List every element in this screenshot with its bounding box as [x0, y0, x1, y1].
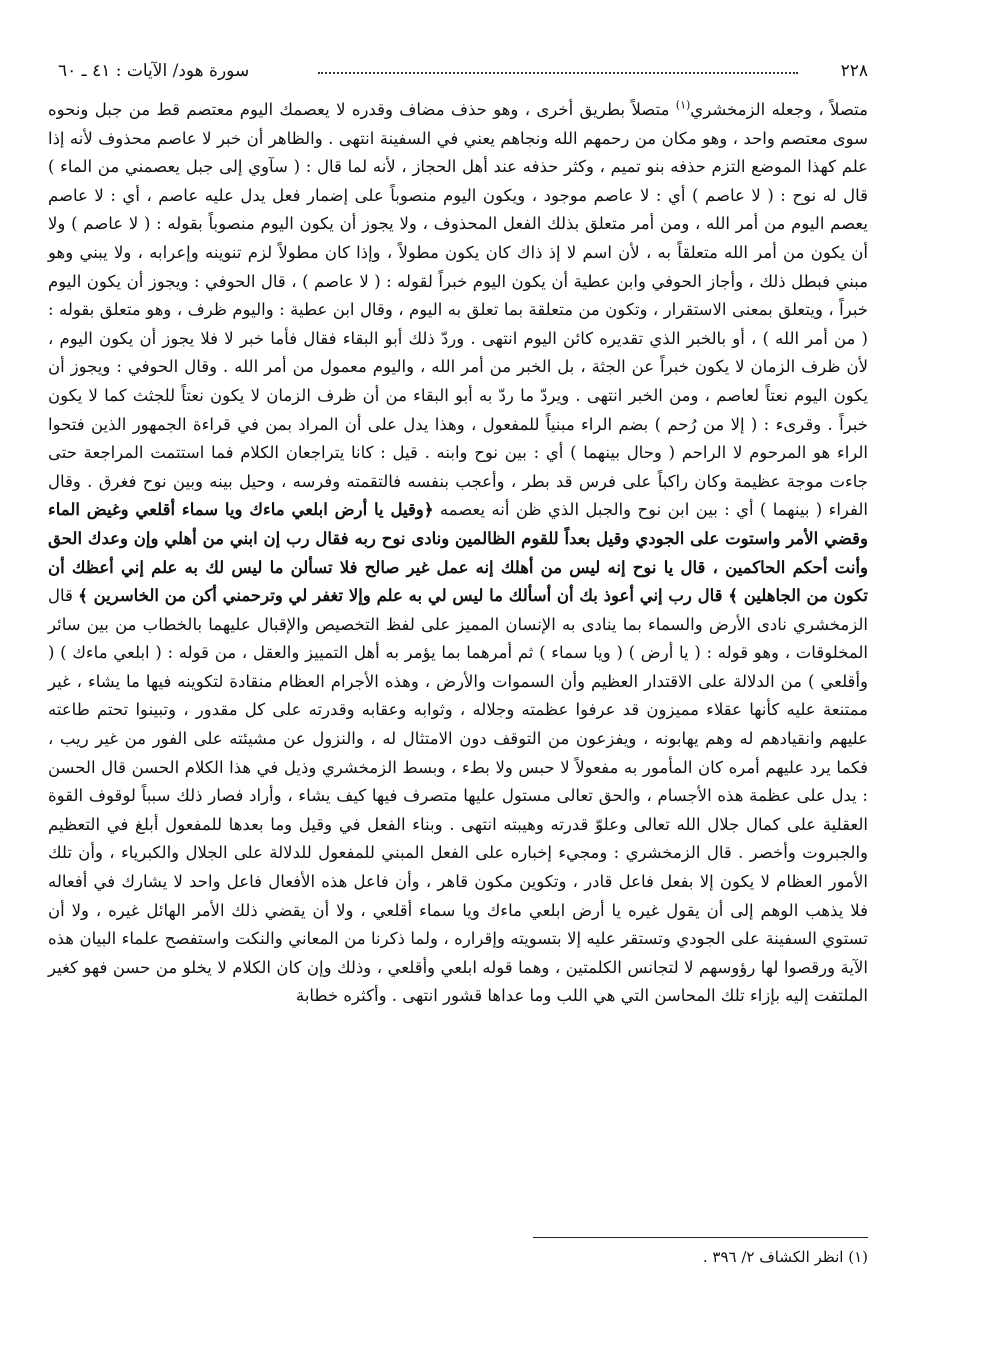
commentary-text-continued: قال الزمخشري نادى الأرض والسماء بما ينادى به الإنسان المميز على لفظ التخصيص والإقبال عليهما بالخطاب من بين سائر المخلوقات ، وهو قوله : ( يا أرض ) ( ويا سماء ) ثم أمرهما بما يؤمر به أهل التمييز والعقل ، من قوله : ( ابلعي ماءك ) ( وأقلعي ) من الدلالة على الاقتدار العظيم وأن السموات والأرض ، وهذه الأجرام العظام منقادة لتكوينه فيها ما يشاء ، غير ممتنعة عليه كأنها عقلاء مميزون قد عرفوا عظمته وجلاله ، وثوابه وعقابه وقدرته على كل مقدور ، وتبينوا تحتم طاعته عليهم وانقيادهم له وهم يهابونه ، ويفزعون من التوقف دون الامتثال له ، والنزول عن مشيئته على الفور من غير ريب ، فكما يرد عليهم أمره كان المأمور به مفعولاً لا حبس ولا بطء ، وبسط الزمخشري وذيل في هذا الكلام الحسن قال الحسن : يدل على عظمة هذه الأجسام ، والحق تعالى مستول عليها متصرف فيها كيف يشاء ، وأراد فصار ذلك سبباً لوقوف القوة العقلية على كمال جلال الله تعالى وعلوّ قدرته وهيبته انتهى . وبناء الفعل في وقيل وما بعدها للمفعول أبلغ في التعظيم والجبروت وأخصر . قال الزمخشري : ومجيء إخباره على الفعل المبني للمفعول للدلالة على الجلال والكبرياء ، وأن تلك الأمور العظام لا يكون إلا بفعل فاعل قادر ، وتكوين مكون قاهر ، وأن فاعل هذه الأفعال فاعل واحد لا يشارك في أفعاله فلا يذهب الوهم إلى أن يقول غيره يا أرض ابلعي ماءك ويا سماء أقلعي ، ولا أن يقضي ذلك الأمر الهائل غيره ، ولا أن تستوي السفينة على الجودي وتستقر عليه إلا بتسويته وإقراره ، ولما ذكرنا من المعاني والنكت واستفصح علماء البيان هذه الآية ورقصوا لها رؤوسهم لا لتجانس الكلمتين ، وهما قوله ابلعي وأقلعي ، وذلك وإن كان الكلام لا يخلو من حسن فهو كغير الملتفت إليه بإزاء تلك المحاسن التي هي اللب وما عداها قشور انتهى . وأكثره خطابة: [48, 586, 868, 1006]
commentary-text: متصلاً بطريق أخرى ، وهو حذف مضاف وقدره لا يعصمك اليوم معتصم قط من جبل ونحوه سوى معتصم واحد ، وهو مكان من رحمهم الله ونجاهم يعني في السفينة انتهى . والظاهر أن خبر لا عاصم محذوف لأنه إذا علم كهذا الموضع التزم حذفه بنو تميم ، وكثر حذفه عند أهل الحجاز ، لأنه لما قال : ( سآوي إلى جبل يعصمني من الماء ) قال له نوح : ( لا عاصم ) أي : لا عاصم موجود ، ويكون اليوم منصوباً على إضمار فعل يدل عليه عاصم ، أي : لا عاصم يعصم اليوم من أمر الله ، ومن أمر متعلق بذلك الفعل المحذوف ، ولا يجوز أن يكون اليوم منصوباً بقوله : ( لا عاصم ) ولا أن يكون من أمر الله متعلقاً به ، لأن اسم لا إذ ذاك كان يكون مطولاً ، وإذا كان مطولاً لزم تنوينه وإعرابه ، ولا يبني وهو مبني فبطل ذلك ، وأجاز الحوفي وابن عطية أن يكون اليوم خبراً لقوله : ( لا عاصم ) ، قال الحوفي : ويجوز أن يكون اليوم خبراً ، ويتعلق بمعنى الاستقرار ، وتكون من متعلقة بما تعلق به اليوم ، وقال ابن عطية : واليوم ظرف ، وهو متعلق بقوله : ( من أمر الله ) ، أو بالخبر الذي تقديره كائن اليوم انتهى . وردّ ذلك أبو البقاء فقال فأما خبر لا فلا يجوز أن يكون اليوم ، لأن ظرف الزمان لا يكون خبراً عن الجثة ، بل الخبر من أمر الله ، واليوم معمول من أمر الله . وقال الحوفي : ويجوز أن يكون اليوم نعتاً لعاصم ، ومن الخبر انتهى . ويردّ ما ردّ به أبو البقاء من أن ظرف الزمان لا يكون نعتاً للجثث كما لا يكون خبراً . وقرىء : ( إلا من رُحم ) بضم الراء مبنياً للمفعول ، وهذا يدل على أن المراد بمن في قراءة الجمهور الذين فتحوا الراء هو المرحوم لا الراحم ( وحال بينهما ) أي : بين نوح وابنه . قيل : كانا يتراجعان الكلام فما استتمت المراجعة حتى جاءت موجة عظيمة وكان راكباً على فرس قد بطر ، وأعجب بنفسه فالتقمته وفرسه ، وحيل بينه وبين نوح فغرق . وقال الفراء ( بينهما ) أي : بين ابن نوح والجبل الذي ظن أنه يعصمه: [48, 100, 868, 520]
quran-verse: ﴿وقيل يا أرض ابلعي ماءك ويا سماء أقلعي وغيض الماء وقضي الأمر واستوت على الجودي وقيل بعداً للقوم الظالمين ونادى نوح ربه فقال رب إن ابني من أهلي وإن وعدك الحق وأنت أحكم الحاكمين ، قال يا نوح إنه ليس من أهلك إنه عمل غير صالح فلا تسألن ما ليس لك به علم إني أعظك أن تكون من الجاهلين ﴾ قال رب إني أعوذ بك أن أسألك ما ليس لي به علم وإلا تغفر لي وترحمني أكن من الخاسرين ﴾: [48, 500, 868, 606]
body-text: [48, 96, 868, 1011]
page-number: ٢٢٨: [840, 61, 868, 81]
commentary-text-start: متصلاً ، وجعله الزمخشري: [690, 100, 868, 119]
footnote: (١) انظر الكشاف ٢/ ٣٩٦ .: [702, 1248, 868, 1266]
header-dotted-leader: [318, 72, 798, 74]
footnote-divider: [533, 1237, 868, 1238]
footnote-reference: (١): [675, 98, 691, 112]
surah-title: سورة هود/ الآيات : ٤١ ـ ٦٠: [58, 61, 250, 81]
commentary-paragraph: [48, 96, 868, 1011]
running-header: [58, 56, 868, 86]
